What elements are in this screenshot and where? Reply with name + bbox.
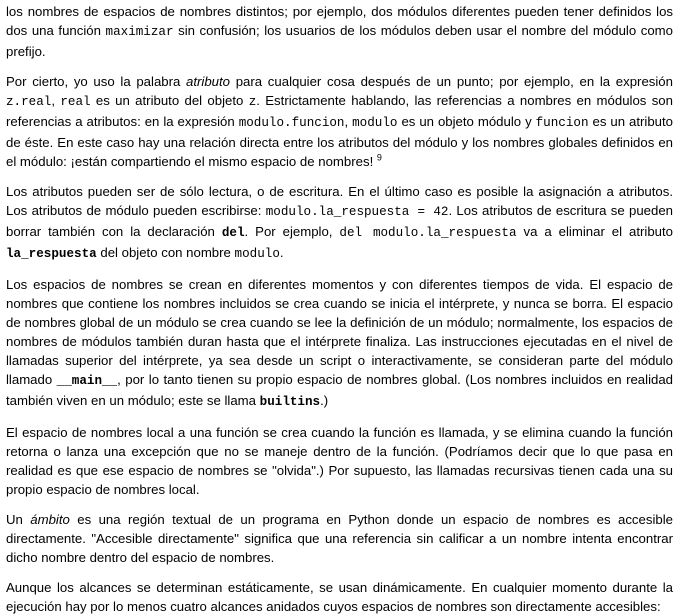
paragraph-namespace-lifetimes: Los espacios de nombres se crean en diferentes momentos y con diferentes tiempos de vida. El espacio de nombres que contiene los nombres incluidos se crea cuando se inicia el intérprete, y nunca se borra. El espacio de nombres global de un módulo se crea cuando se lee la definición de un módulo; normalmente, los espacios de nombres de módulos también duran hasta que el intérprete finaliza. Las instrucciones ejecutadas en el nivel de llamadas superior del intérprete, ya sea desde un script o interactivamente, se consideran parte del módulo llamado __main__, por lo tanto tienen su propio espacio de nombres global. (Los nombres incluidos en realidad también viven en un módulo; este se llama builtins.)	[6, 277, 674, 409]
code-maximizar: maximizar	[105, 25, 174, 39]
code-modulo: modulo	[352, 116, 398, 130]
code-funcion: funcion	[535, 116, 589, 130]
code-z: z	[248, 95, 257, 109]
paragraph-namespaces-modules: los nombres de espacios de nombres distintos; por ejemplo, dos módulos diferentes pueden tener definidos los dos una función maximizar sin confusión; los usuarios de los módulos deben usar el nombre del módulo como prefijo.	[6, 4, 673, 59]
paragraph-writable-attributes: Los atributos pueden ser de sólo lectura, o de escritura. En el último caso es posible la asignación a atributos. Los atributos de módulo pueden escribirse: modulo.la_respuesta = 42. Los atributos de escritura se pueden borrar también con la declaración del. Por ejemplo, del modulo.la_respuesta va a eliminar el atributo la_respuesta del objeto con nombre modulo.	[6, 184, 673, 261]
code-builtins: builtins	[259, 395, 321, 409]
emphasis-atributo: atributo	[186, 74, 231, 89]
paragraph-nested-scopes: Aunque los alcances se determinan estáticamente, se usan dinámicamente. En cualquier momento durante la ejecución hay por lo menos cuatro alcances anidados cuyos espacios de nombres son directamente accesibles:	[6, 580, 673, 614]
paragraph-attributes: Por cierto, yo uso la palabra atributo para cualquier cosa después de un punto; por ejemplo, en la expresión z.real, real es un atributo del objeto z. Estrictamente hablando, las referencias a nombres en módulos son referencias a atributos: en la expresión modulo.funcion, modulo es un objeto módulo y funcion es un atributo de éste. En este caso hay una relación directa entre los atributos del módulo y los nombres globales definidos en el módulo: ¡están compartiendo el mismo espacio de nombres! $^9$	[6, 74, 673, 169]
paragraph-local-namespace: El espacio de nombres local a una función se crea cuando la función es llamada, y se elimina cuando la función retorna o lanza una excepción que no se maneje dentro de la función. (Podríamos decir que lo que pasa en realidad es que ese espacio de nombres se "olvida".) Por supuesto, las llamadas recursivas tienen cada una su propio espacio de nombres local.	[6, 425, 673, 497]
code-la-respuesta: la_respuesta	[6, 247, 97, 261]
code-assignment: modulo.la_respuesta = 42	[265, 205, 449, 219]
code-del: del	[221, 226, 245, 240]
code-z-real: z.real	[6, 95, 52, 109]
paragraph-scope: Un ámbito es una región textual de un programa en Python donde un espacio de nombres es accesible directamente. "Accesible directamente" significa que una referencia sin calificar a un nombre intenta encontrar dicho nombre dentro del espacio de nombres.	[6, 512, 673, 565]
code-main: __main__	[56, 374, 118, 388]
code-modulo-name: modulo	[234, 247, 280, 261]
footnote-ref[interactable]: 9	[376, 152, 382, 163]
code-del-statement: del modulo.la_respuesta	[339, 226, 517, 240]
emphasis-ambito: ámbito	[30, 512, 70, 527]
code-real: real	[60, 95, 91, 109]
code-modulo-funcion: modulo.funcion	[238, 116, 345, 130]
